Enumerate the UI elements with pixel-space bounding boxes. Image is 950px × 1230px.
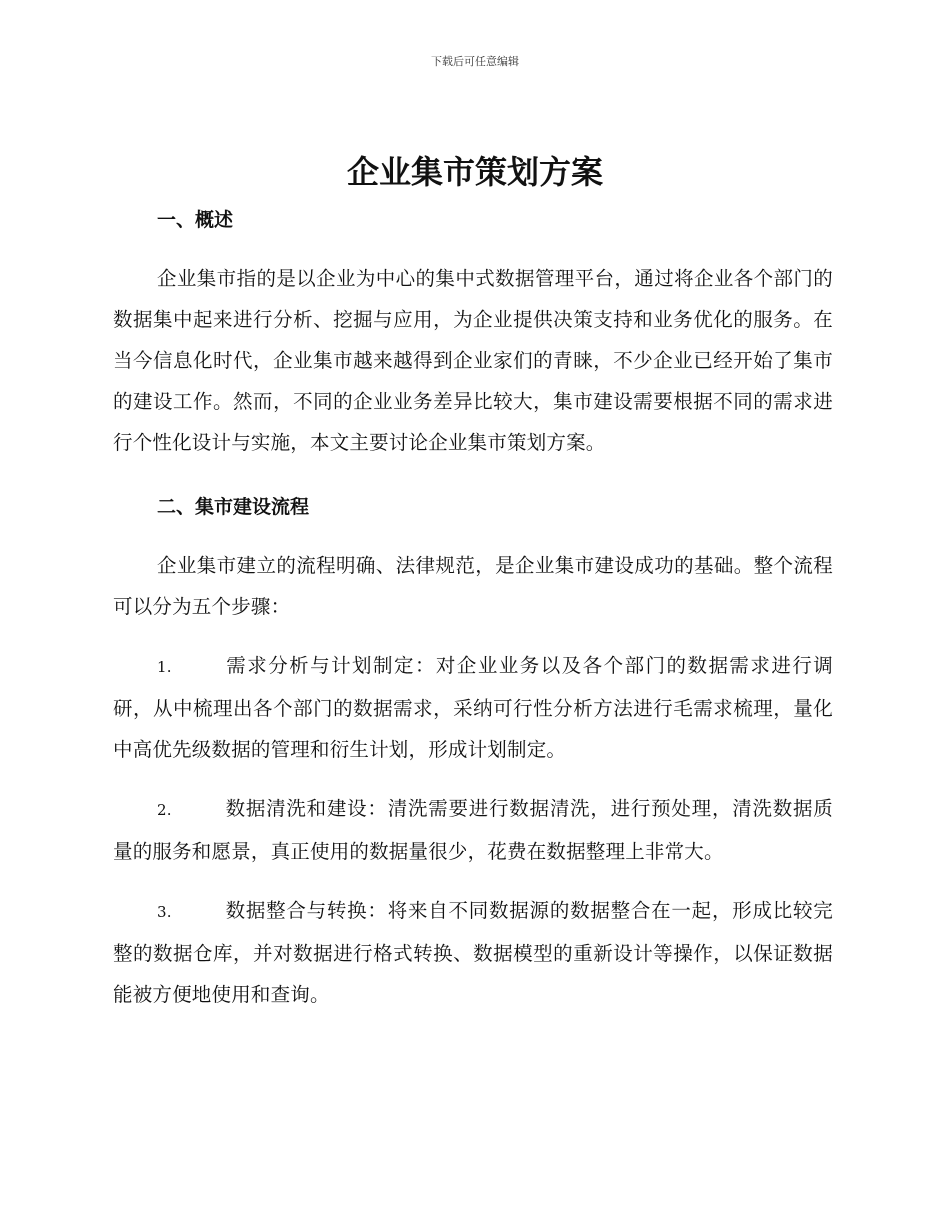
step-text: 数据清洗和建设：清洗需要进行数据清洗，进行预处理，清洗数据质量的服务和愿景，真正使用的数据量很少，花费在数据整理上非常大。: [113, 797, 833, 863]
process-step-2: [113, 788, 833, 872]
step-text: 需求分析与计划制定：对企业业务以及各个部门的数据需求进行调研，从中梳理出各个部门的数据需求，采纳可行性分析方法进行毛需求梳理，量化中高优先级数据的管理和衍生计划，形成计划制定。: [113, 654, 833, 761]
step-number: 3.: [157, 903, 172, 921]
page-header-note: 下载后可任意编辑: [431, 55, 519, 68]
step-text: 数据整合与转换：将来自不同数据源的数据整合在一起，形成比较完整的数据仓库，并对数据进行格式转换、数据模型的重新设计等操作，以保证数据能被方便地使用和查询。: [113, 899, 833, 1006]
process-intro-paragraph: 企业集市建立的流程明确、法律规范，是企业集市建设成功的基础。整个流程可以分为五个步骤：: [113, 554, 833, 618]
overview-paragraph: 企业集市指的是以企业为中心的集中式数据管理平台，通过将企业各个部门的数据集中起来进行分析、挖掘与应用，为企业提供决策支持和业务优化的服务。在当今信息化时代，企业集市越来越得到企业家们的青睐，不少企业已经开始了集市的建设工作。然而，不同的企业业务差异比较大，集市建设需要根据不同的需求进行个性化设计与实施，本文主要讨论企业集市策划方案。: [113, 267, 833, 454]
document-body: [113, 200, 833, 1015]
process-step-1: [113, 645, 833, 770]
process-step-3: [113, 890, 833, 1015]
step-number: 1.: [157, 658, 172, 676]
step-number: 2.: [157, 801, 172, 819]
section-heading-construction-process: 二、集市建设流程: [157, 496, 310, 518]
document-title: 企业集市策划方案: [346, 153, 603, 191]
section-heading-overview: 一、概述: [157, 209, 234, 231]
